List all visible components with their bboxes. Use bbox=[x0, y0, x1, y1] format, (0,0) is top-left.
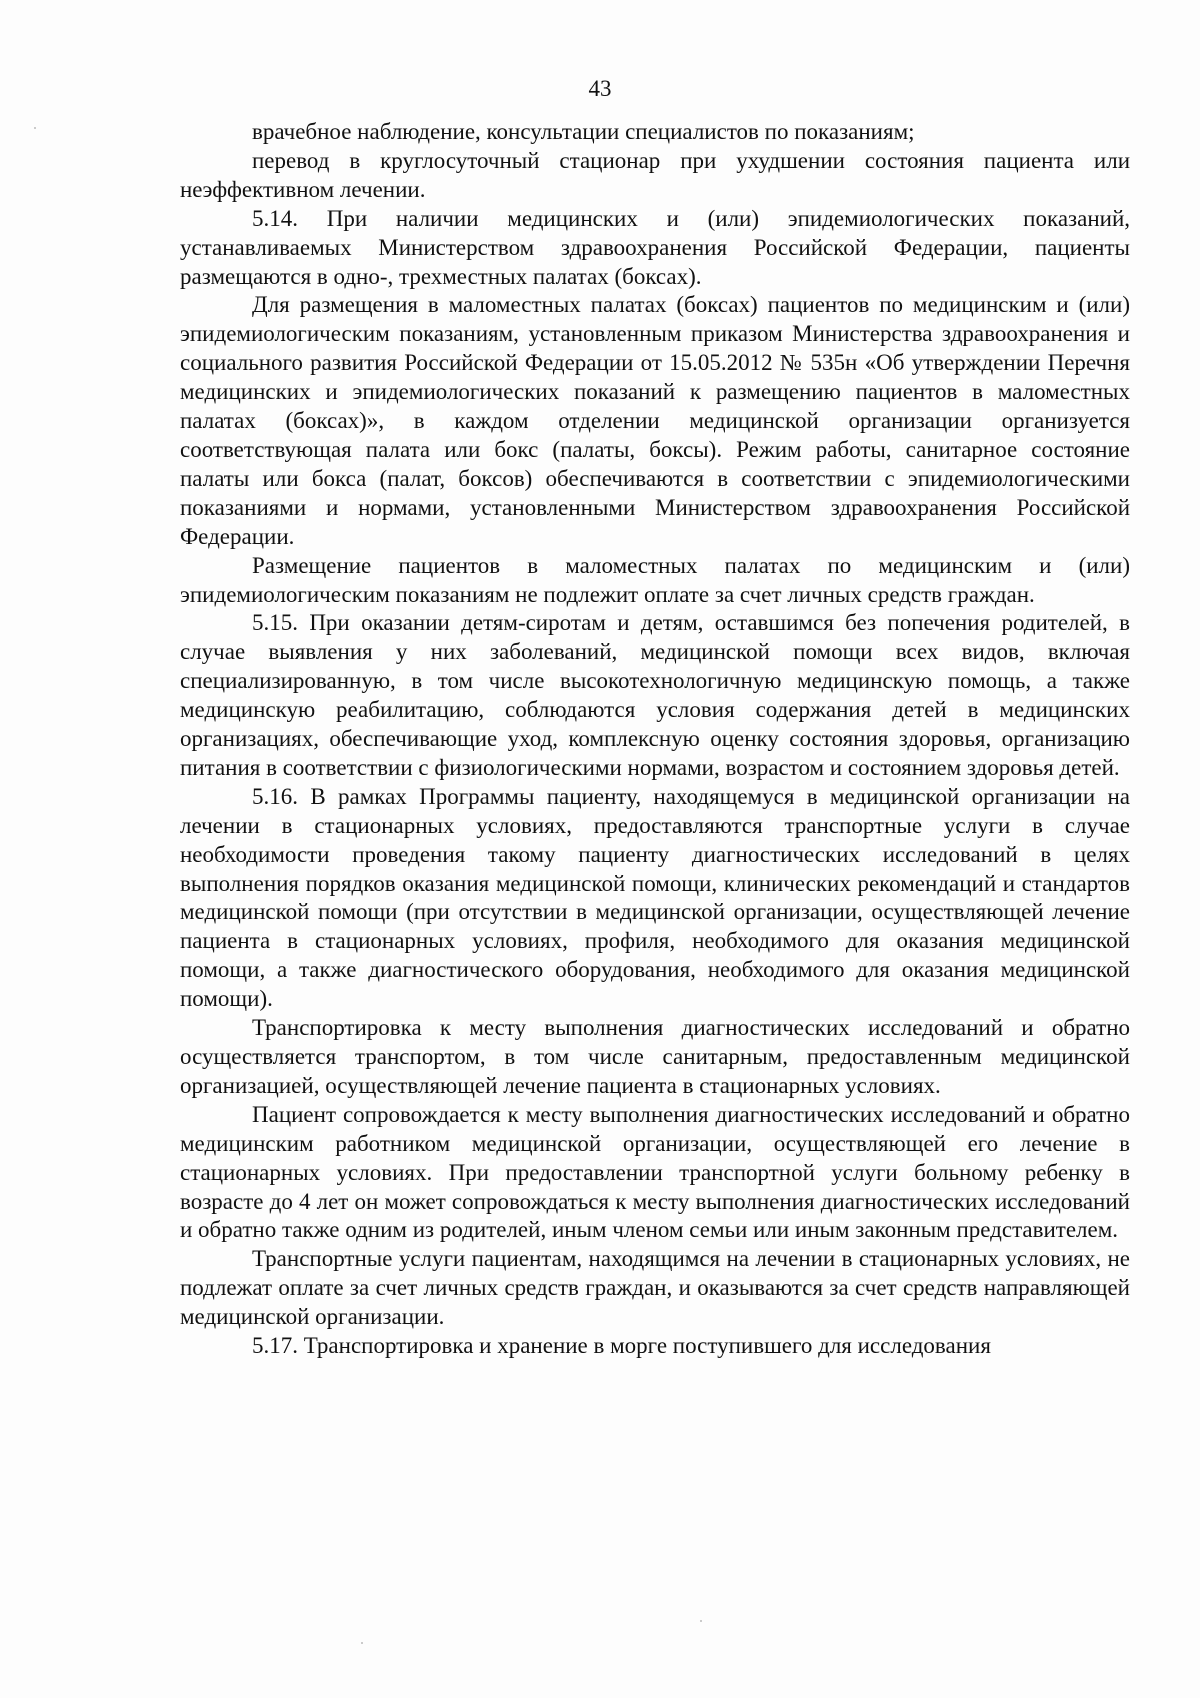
scan-speck bbox=[34, 127, 36, 129]
paragraph: Транспортные услуги пациентам, находящимся на лечении в стационарных условиях, не подлежат оплате за счет личных средств граждан, и оказываются за счет средств направляющей медицинской организации. bbox=[180, 1246, 1130, 1330]
scan-speck bbox=[361, 1642, 363, 1644]
paragraph: врачебное наблюдение, консультации специалистов по показаниям; bbox=[252, 119, 915, 144]
paragraph-5-16: 5.16. В рамках Программы пациенту, находящемуся в медицинской организации на лечении в стационарных условиях, предоставляются транспортные услуги в случае необходимости проведения такому пациенту диагностических исследований в целях выполнения порядков оказания медицинской помощи, клинических рекомендаций и стандартов медицинской помощи (при отсутствии в медицинской организации, осуществляющей лечение пациента в стационарных условиях, профиля, необходимого для оказания медицинской помощи, а также диагностического оборудования, необходимого для оказания медицинской помощи). bbox=[180, 783, 1130, 1012]
paragraph: Транспортировка к месту выполнения диагностических исследований и обратно осуществляется транспортом, в том числе санитарным, предоставленным медицинской организацией, осуществляющей лечение пациента в стационарных условиях. bbox=[180, 1015, 1130, 1098]
page-number: 43 bbox=[588, 76, 612, 101]
paragraph: Пациент сопровождается к месту выполнения диагностических исследований и обратно медицинским работником медицинской организации, осуществляющей его лечение в стационарных условиях. При предоставлении транспортной услуги больному ребенку в возрасте до 4 лет он может сопровождаться к месту выполнения диагностических исследований и обратно также одним из родителей, иным членом семьи или иным законным представителем. bbox=[180, 1101, 1130, 1243]
paragraph: перевод в круглосуточный стационар при ухудшении состояния пациента или неэффективном лечении. bbox=[180, 147, 1130, 202]
paragraph-5-14: 5.14. При наличии медицинских и (или) эпидемиологических показаний, устанавливаемых Министерством здравоохранения Российской Федерации, пациенты размещаются в одно-, трехместных палатах (боксах). bbox=[180, 205, 1130, 289]
paragraph-5-17: 5.17. Транспортировка и хранение в морге поступившего для исследования bbox=[252, 1333, 991, 1359]
document-body bbox=[180, 118, 1130, 1361]
paragraph: Размещение пациентов в маломестных палатах по медицинским и (или) эпидемиологическим показаниям не подлежит оплате за счет личных средств граждан. bbox=[180, 552, 1130, 607]
paragraph: Для размещения в маломестных палатах (боксах) пациентов по медицинским и (или) эпидемиологическим показаниям, установленным приказом Министерства здравоохранения и социального развития Российской Федерации от 15.05.2012 № 535н «Об утверждении Перечня медицинских и эпидемиологических показаний к размещению пациентов в маломестных палатах (боксах)», в каждом отделении медицинской организации организуется соответствующая палата или бокс (палаты, боксы). Режим работы, санитарное состояние палаты или бокса (палат, боксов) обеспечиваются в соответствии с эпидемиологическими показаниями и нормами, установленными Министерством здравоохранения Российской Федерации. bbox=[180, 292, 1130, 549]
paragraph-5-15: 5.15. При оказании детям-сиротам и детям, оставшимся без попечения родителей, в случае выявления у них заболеваний, медицинской помощи всех видов, включая специализированную, в том числе высокотехнологичную медицинскую помощь, а также медицинскую реабилитацию, соблюдаются условия содержания детей в медицинских организациях, обеспечивающие уход, комплексную оценку состояния здоровья, организацию питания в соответствии с физиологическими нормами, возрастом и состоянием здоровья детей. bbox=[180, 610, 1130, 780]
scan-speck bbox=[700, 1620, 702, 1622]
